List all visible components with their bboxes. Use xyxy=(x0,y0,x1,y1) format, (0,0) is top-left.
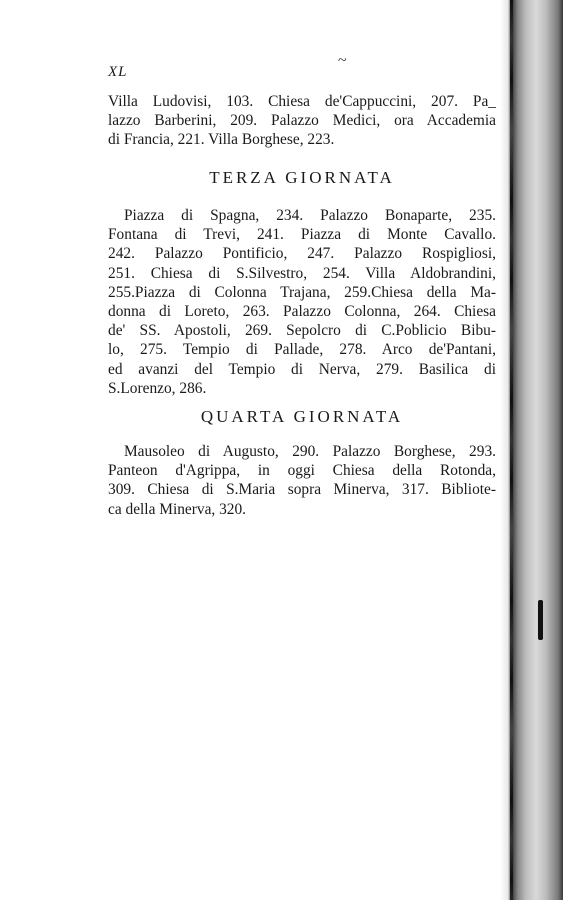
text-line: 251. Chiesa di S.Silvestro, 254. Villa Aldobrandini, xyxy=(108,264,496,282)
text-line: Fontana di Trevi, 241. Piazza di Monte Cavallo. xyxy=(108,226,496,244)
ink-mark: ~ xyxy=(338,52,347,69)
text-line: Mausoleo di Augusto, 290. Palazzo Borghese, 293. xyxy=(124,443,496,460)
quarta-paragraph xyxy=(108,442,496,519)
text-line: Piazza di Spagna, 234. Palazzo Bonaparte, 235. xyxy=(124,207,496,224)
intro-paragraph xyxy=(108,92,496,150)
text-line: 242. Palazzo Pontificio, 247. Palazzo Rospigliosi, xyxy=(108,245,496,263)
terza-paragraph xyxy=(108,206,496,398)
text-line: lo, 275. Tempio di Pallade, 278. Arco de'Pantani, xyxy=(108,341,496,359)
text-line: S.Lorenzo, 286. xyxy=(108,379,207,397)
section-heading-quarta: QUARTA GIORNATA xyxy=(200,407,404,426)
text-line: ed avanzi del Tempio di Nerva, 279. Basilica di xyxy=(108,360,496,378)
text-line: 255.Piazza di Colonna Trajana, 259.Chiesa della Ma- xyxy=(108,283,496,301)
text-line: donna di Loreto, 263. Palazzo Colonna, 264. Chiesa xyxy=(108,303,496,321)
section-heading-terza: TERZA GIORNATA xyxy=(209,168,395,187)
text-line: ca della Minerva, 320. xyxy=(108,500,247,518)
page-marker xyxy=(538,600,543,640)
text-line: lazzo Barberini, 209. Palazzo Medici, ora Accademia xyxy=(108,112,496,130)
text-line: Panteon d'Agrippa, in oggi Chiesa della Rotonda, xyxy=(108,462,496,480)
text-line: 309. Chiesa di S.Maria sopra Minerva, 317. Bibliote- xyxy=(108,481,496,499)
text-line: Villa Ludovisi, 103. Chiesa de'Cappuccini, 207. Pa_ xyxy=(108,93,496,110)
book-page-edge xyxy=(500,0,563,900)
text-line: di Francia, 221. Villa Borghese, 223. xyxy=(108,131,335,149)
page-folio: XL xyxy=(108,64,128,80)
text-line: de' SS. Apostoli, 269. Sepolcro di C.Poblicio Bibu- xyxy=(108,322,496,340)
